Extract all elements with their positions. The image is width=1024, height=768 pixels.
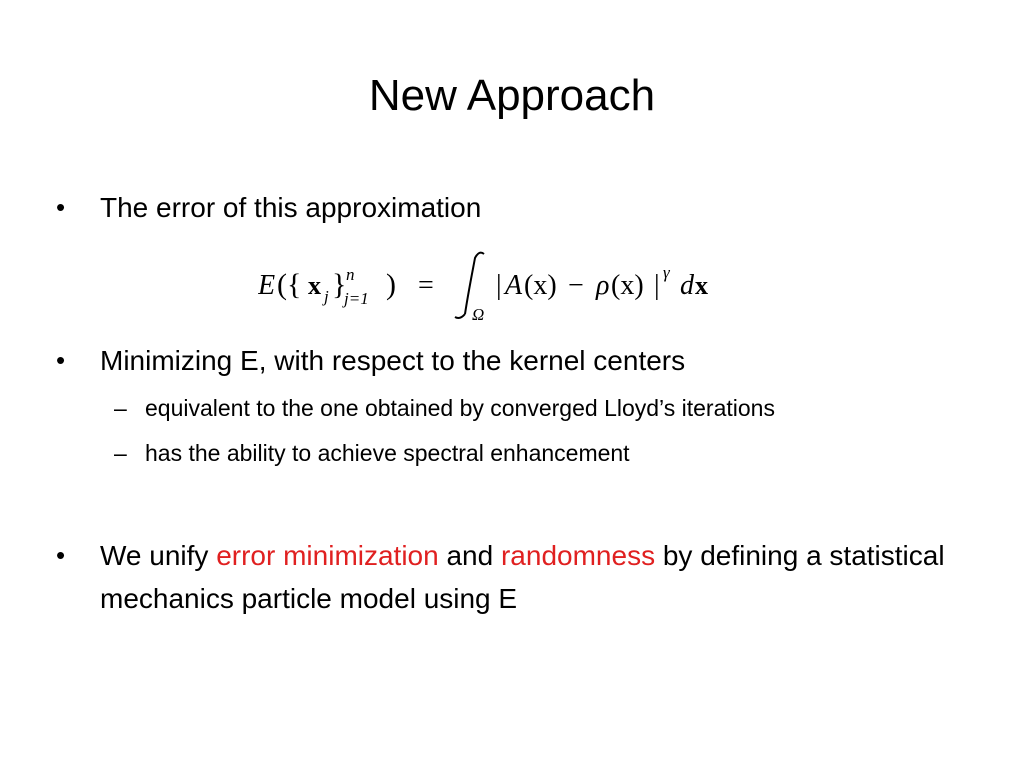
formula-x: x: [308, 271, 321, 300]
dash-icon: –: [114, 395, 127, 421]
formula-A: A: [505, 270, 523, 301]
highlight-randomness: randomness: [500, 540, 656, 571]
formula-equals: =: [418, 270, 434, 301]
bullet-text: The error of this approximation: [100, 192, 482, 223]
bullet-icon: •: [56, 192, 66, 222]
dash-icon: –: [114, 440, 127, 466]
bullet-text-part: We unify: [100, 540, 217, 571]
bullet-icon: •: [56, 345, 66, 375]
formula-minus: −: [568, 270, 584, 301]
bullet-text: [100, 534, 980, 620]
formula-rho-arg: (x): [611, 270, 644, 301]
formula-bar-left: |: [496, 270, 502, 301]
formula-rho: ρ: [596, 270, 610, 301]
formula-E: E: [258, 270, 276, 301]
highlight-error-minimization: error minimization: [216, 540, 439, 571]
bullet-text-part: by defining a statistical mechanics particle model using E: [100, 540, 945, 614]
formula-A-arg: (x): [524, 270, 557, 301]
formula-brace-close: }: [332, 268, 347, 301]
formula-open: ({: [277, 268, 302, 301]
formula-gamma: γ: [663, 263, 670, 282]
sub-bullet-text: has the ability to achieve spectral enhancement: [145, 440, 630, 466]
formula-bar-right: |: [654, 270, 660, 301]
formula-sup-n: n: [346, 265, 355, 284]
formula-omega: Ω: [472, 305, 485, 324]
bullet-icon: •: [56, 540, 66, 570]
sub-bullet-text: equivalent to the one obtained by converged Lloyd’s iterations: [145, 395, 775, 421]
formula-dx: x: [695, 271, 708, 300]
formula-sub-j: j: [324, 287, 329, 306]
bullet-text-part: and: [438, 540, 501, 571]
formula-sub-range: j=1: [344, 289, 369, 308]
slide-title: New Approach: [368, 71, 656, 120]
error-formula: [258, 244, 738, 328]
bullet-text: Minimizing E, with respect to the kernel centers: [100, 345, 686, 376]
formula-close-paren: ): [386, 268, 396, 301]
formula-d: d: [680, 270, 694, 301]
